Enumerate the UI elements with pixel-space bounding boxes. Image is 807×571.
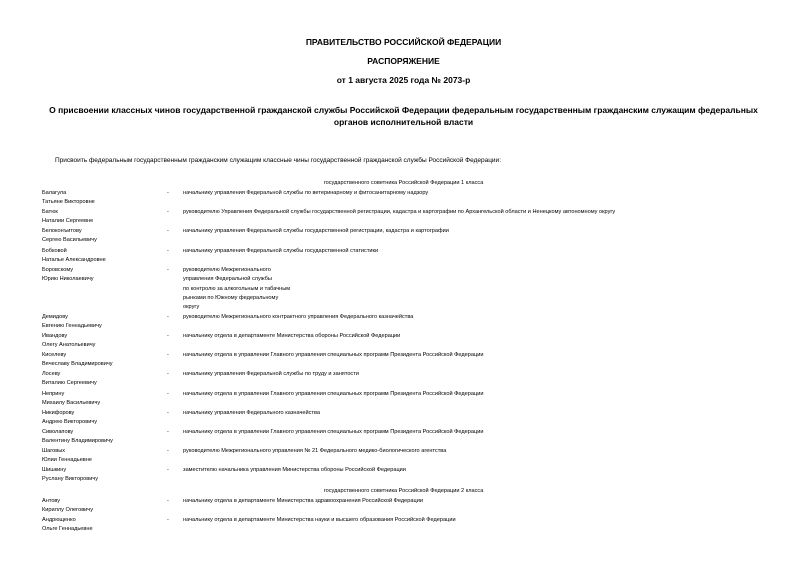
dash: - [167, 467, 169, 473]
dash: - [167, 267, 169, 273]
person-name: Сиволапову Валентину Владимировичу [42, 429, 113, 445]
position-text: начальнику управления Федеральной службы государственной статистики [183, 248, 379, 254]
position-text: начальнику отдела в управлении Главного управления специальных программ Президента Российской Федерации [183, 352, 484, 358]
person-name: Бобковой Наталье Александровне [42, 248, 106, 264]
person-name: Никифорову Андрею Викторовичу [42, 410, 98, 426]
position-text: начальнику отдела в управлении Главного управления специальных программ Президента Российской Федерации [183, 391, 484, 397]
position-text: начальнику управления Федерального казначейства [183, 410, 321, 416]
position-text: руководителю Межрегионального контрактного управления Федерального казначейства [183, 314, 414, 320]
document-title: О присвоении классных чинов государственной гражданской службы Российской Федерации федеральным государственным гражданским служащим федеральных органов исполнительной власти [49, 105, 758, 127]
dash: - [167, 448, 169, 454]
person-name: Киселеву Вячеславу Владимировичу [42, 352, 113, 368]
position-text: руководителю Межрегионального управления Федеральной службы по контролю за алкогольным и табачным рынками по Южному федеральному округу [183, 267, 291, 311]
dash: - [167, 314, 169, 320]
dash: - [167, 498, 169, 504]
dash: - [167, 391, 169, 397]
dash: - [167, 410, 169, 416]
dash: - [167, 248, 169, 254]
position-text: начальнику отдела в управлении Главного управления специальных программ Президента Российской Федерации [183, 429, 484, 435]
position-text: руководителю Межрегионального управления № 21 Федерального медико-биологического агентства [183, 448, 447, 454]
dash: - [167, 371, 169, 377]
position-text: начальнику отдела в департаменте Министерства здравоохранения Российской Федерации [183, 498, 423, 504]
position-text: начальнику отдела в департаменте Министерства науки и высшего образования Российской Федерации [183, 517, 456, 523]
position-text: заместителю начальника управления Министерства обороны Российской Федерации [183, 467, 406, 473]
date-number: от 1 августа 2025 года № 2073-р [336, 75, 471, 85]
position-text: руководителю Управления Федеральной службы государственной регистрации, кадастра и картографии по Архангельской области и Ненецкому автономному округу [183, 209, 616, 215]
person-name: Андрющенко Ольге Геннадьевне [42, 517, 93, 533]
dash: - [167, 209, 169, 215]
government-heading: ПРАВИТЕЛЬСТВО РОССИЙСКОЙ ФЕДЕРАЦИИ [305, 37, 502, 47]
dash: - [167, 228, 169, 234]
position-text: начальнику управления Федеральной службы по ветеринарному и фитосанитарному надзору [183, 190, 429, 196]
person-name: Боровскому Юрию Николаевичу [42, 267, 94, 283]
rank-heading-1: государственного советника Российской Федерации 1 класса [323, 180, 484, 186]
dash: - [167, 352, 169, 358]
position-text: начальнику управления Федеральной службы государственной регистрации, кадастра и картографии [183, 228, 449, 234]
position-text: начальнику отдела в департаменте Министерства обороны Российской Федерации [183, 333, 401, 339]
document-type: РАСПОРЯЖЕНИЕ [367, 56, 440, 66]
person-name: Лосеву Виталию Сергеевичу [42, 371, 97, 387]
dash: - [167, 517, 169, 523]
person-name: Балагула Татьяне Викторовне [42, 190, 95, 206]
dash: - [167, 190, 169, 196]
person-name: Неприну Михаилу Васильевичу [42, 391, 101, 407]
person-name: Батюк Наталии Сергеевне [42, 209, 94, 225]
person-name: Демидову Евгению Геннадьевичу [42, 314, 102, 330]
intro-paragraph: Присвоить федеральным государственным гражданским служащим классные чины государственной гражданской службы Российской Федерации: [55, 157, 501, 164]
person-name: Шаговых Юлии Геннадьевне [42, 448, 92, 464]
person-name: Антову Кириллу Олеговичу [42, 498, 93, 514]
rank-heading-2: государственного советника Российской Федерации 2 класса [323, 488, 484, 494]
person-name: Ивандову Олегу Анатольевичу [42, 333, 96, 349]
person-name: Белоконъитову Сергею Васильевичу [42, 228, 97, 244]
position-text: начальнику управления Федеральной службы по труду и занятости [183, 371, 359, 377]
dash: - [167, 429, 169, 435]
dash: - [167, 333, 169, 339]
person-name: Шишкину Руслану Викторовичу [42, 467, 99, 483]
